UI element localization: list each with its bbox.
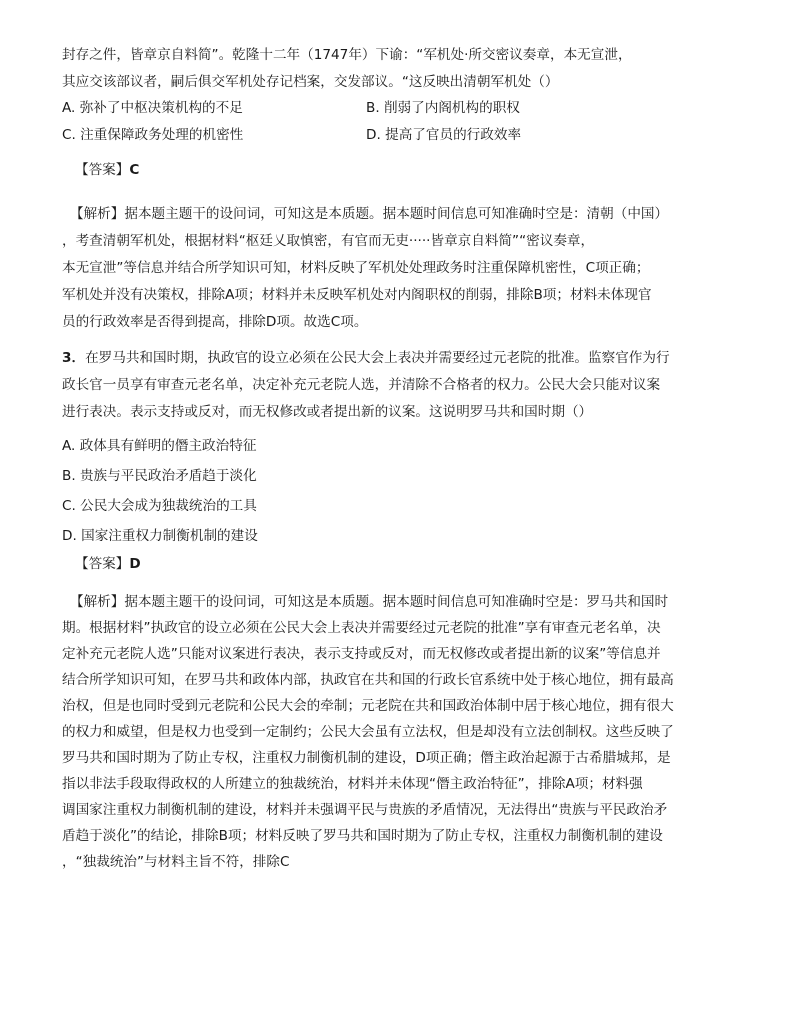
q3-analysis-line-3: 定补充元老院人选”只能对议案进行表决，表示支持或反对，而无权修改或者提出新的议案”等信息并 [62, 646, 661, 662]
q3-analysis-label: 【解析】 [70, 594, 125, 610]
q2-option-c: C. 注重保障政务处理的机密性 [62, 127, 244, 143]
q3-option-a: A. 政体具有鲜明的僭主政治特征 [62, 438, 257, 454]
q2-answer-value: C [129, 162, 140, 178]
q3-option-c: C. 公民大会成为独裁统治的工具 [62, 498, 257, 514]
q2-option-a: A. 弥补了中枢决策机构的不足 [62, 100, 243, 116]
q3-stem-first: 在罗马共和国时期，执政官的设立必须在公民大会上表决并需要经过元老院的批准。监察官作为行 [85, 350, 670, 366]
q3-analysis-line-7: 罗马共和国时期为了防止专权，注重权力制衡机制的建设，D项正确；僭主政治起源于古希腊城邦，是 [62, 750, 671, 766]
q3-analysis-line-10: 盾趋于淡化”的结论，排除B项；材料反映了罗马共和国时期为了防止专权，注重权力制衡机制的建设 [62, 828, 663, 844]
q3-analysis-line-9: 调国家注重权力制衡机制的建设，材料并未强调平民与贵族的矛盾情况，无法得出“贵族与平民政治矛 [62, 802, 668, 818]
q2-analysis-line-3: 本无宣泄”等信息并结合所学知识可知，材料反映了军机处处理政务时注重保障机密性，C项正确； [62, 260, 650, 276]
q3-analysis-line-1 [70, 592, 694, 612]
q3-stem-line-1 [62, 348, 694, 368]
q3-option-b: B. 贵族与平民政治矛盾趋于淡化 [62, 468, 257, 484]
q3-stem-line-3: 进行表决。表示支持或反对，而无权修改或者提出新的议案。这说明罗马共和国时期（） [62, 404, 593, 420]
q3-option-d: D. 国家注重权力制衡机制的建设 [62, 528, 258, 544]
q2-option-b: B. 削弱了内阁机构的职权 [366, 100, 520, 116]
q3-answer-value: D [129, 556, 141, 572]
q2-analysis-line-4: 军机处并没有决策权，排除A项；材料并未反映军机处对内阁职权的削弱，排除B项；材料未体现官 [62, 287, 652, 303]
q2-analysis-line-1 [70, 204, 694, 224]
q2-analysis-line-5: 员的行政效率是否得到提高，排除D项。故选C项。 [62, 314, 368, 330]
q3-answer [75, 554, 141, 574]
q2-answer-label: 【答案】 [75, 162, 130, 178]
q3-analysis-line-8: 指以非法手段取得政权的人所建立的独裁统治，材料并未体现“僭主政治特征”，排除A项；材料强 [62, 776, 643, 792]
q2-option-d: D. 提高了官员的行政效率 [366, 127, 522, 143]
q3-analysis-first: 据本题主题干的设问词，可知这是本质题。据本题时间信息可知准确时空是：罗马共和国时 [124, 594, 669, 610]
q2-answer [75, 160, 139, 180]
q3-number: 3． [62, 350, 86, 366]
q2-analysis-first: 据本题主题干的设问词，可知这是本质题。据本题时间信息可知准确时空是：清朝（中国） [124, 206, 669, 222]
q3-analysis-line-4: 结合所学知识可知，在罗马共和政体内部，执政官在共和国的行政长官系统中处于核心地位，拥有最高 [62, 672, 674, 688]
q2-analysis-line-2: ，考查清朝军机处，根据材料“枢廷乂取慎密，有官而无吏·····皆章京自料简”“密议奏章， [62, 233, 595, 249]
q3-analysis-line-2: 期。根据材料”执政官的设立必须在公民大会上表决并需要经过元老院的批准”享有审查元老名单，决 [62, 620, 661, 636]
q2-stem-line-1: 封存之件，皆章京自料简”。乾隆十二年（1747年）下谕：“军机处·所交密议奏章，本无宣泄， [62, 47, 632, 63]
q2-analysis-label: 【解析】 [70, 206, 125, 222]
q3-analysis-line-6: 的权力和威望，但是权力也受到一定制约；公民大会虽有立法权，但是却没有立法创制权。这些反映了 [62, 724, 674, 740]
q3-stem-line-2: 政长官一员享有审查元老名单，决定补充元老院人选，并清除不合格者的权力。公民大会只能对议案 [62, 377, 661, 393]
q3-analysis-line-5: 治权，但是也同时受到元老院和公民大会的牵制；元老院在共和国政治体制中居于核心地位，拥有很大 [62, 698, 674, 714]
q2-stem-line-2: 其应交该部议者，嗣后俱交军机处存记档案，交发部议。“这反映出清朝军机处（） [62, 74, 559, 90]
q3-answer-label: 【答案】 [75, 556, 130, 572]
q3-analysis-line-11: ，“独裁统治”与材料主旨不符，排除C [62, 854, 290, 870]
